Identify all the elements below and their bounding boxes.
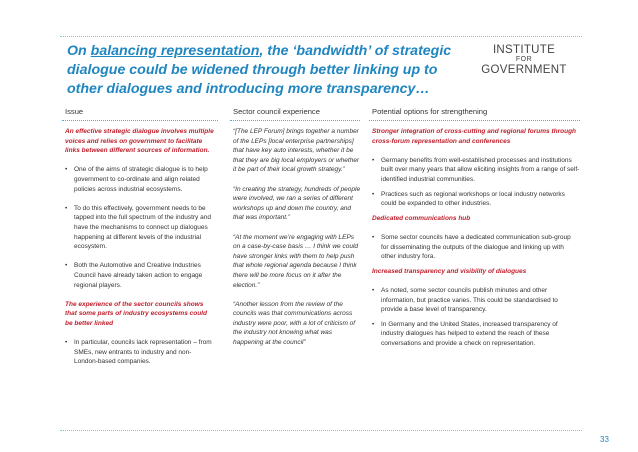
bottom-divider [60, 430, 582, 431]
page-title [67, 42, 462, 99]
quote-3: “At the moment we’re engaging with LEPs on a case-by-case basis … I think we could have stronger links with them to help push that whole regional agenda because I think there will be more focus on it after the election.” [233, 233, 359, 289]
list-item: • One of the aims of strategic dialogue is to help government to co-ordinate and align related policies across industrial ecosystems. [65, 166, 208, 193]
title-rest: , the ‘bandwidth’ of strategic dialogue could be widened through better linking up to other dialogues and introducing more transparency… [67, 43, 452, 97]
list-item: • To do this effectively, government needs to be tapped into the full spectrum of the industry and have the mechanisms to connect up dialogues happening at different levels of the industrial ecosystem. [65, 204, 211, 251]
logo-line-3: GOVERNMENT [481, 64, 567, 76]
issue-heading-2: The experience of the sector councils shows that some parts of industry ecosystems could be better linked [65, 300, 207, 327]
institute-logo [474, 44, 574, 76]
column-headers [0, 107, 638, 121]
top-divider [60, 36, 582, 38]
list-item: • In particular, councils lack representation – from SMEs, new entrants to industry and non-London-based companies. [65, 339, 212, 366]
list-item: • As noted, some sector councils publish minutes and other information, but practice varies. This could be standardised to provide a base level of transparency. [372, 286, 558, 314]
list-item: • Some sector councils have a dedicated communication sub-group for disseminating the outputs of the dialogue and linking up with other industry fora. [372, 233, 571, 261]
logo-line-2: FOR [515, 56, 533, 63]
issue-column [65, 127, 215, 367]
page-number: 33 [600, 435, 609, 444]
quote-1: “[The LEP Forum] brings together a number of the LEPs [local enterprise partnerships] that have key auto interests, whether it be that they are big local employers or whether it be part of their local growth strategy.” [233, 128, 360, 174]
options-column [372, 127, 580, 348]
list-item: • Practices such as regional workshops or local industry networks could be expanded to other industries. [372, 190, 565, 208]
quote-2: “In creating the strategy, hundreds of people were involved, we ran a series of different workshops up and down the country, and that was important.” [233, 185, 361, 222]
options-heading-2: Dedicated communications hub [372, 214, 471, 222]
logo-line-1: INSTITUTE [492, 44, 556, 56]
options-heading-3: Increased transparency and visibility of dialogues [372, 267, 527, 275]
sector-column [233, 127, 363, 348]
title-prefix: On [67, 43, 91, 59]
header-sector: Sector council experience [233, 107, 320, 116]
list-item: • Both the Automotive and Creative Industries Council have already taken action to engage regional players. [65, 262, 203, 289]
quote-4: “Another lesson from the review of the councils was that communications across industry were poor, with a lot of criticism of the industry not knowing what was happening at the council” [233, 300, 356, 347]
issue-heading-1: An effective strategic dialogue involves multiple voices and relies on government to facilitate links between different sources of information. [65, 128, 214, 155]
options-heading-1: Stronger integration of cross-cutting and regional forums through cross-forum representation and conferences [372, 128, 577, 145]
header-issue: Issue [65, 107, 84, 116]
list-item: • Germany benefits from well-established processes and institutions built over many years that allow eliciting insights from a range of self-identified industrial communities. [372, 156, 580, 183]
title-underlined: balancing representation [90, 43, 260, 59]
header-options: Potential options for strengthening [372, 107, 488, 116]
header-rule-issue [62, 120, 218, 121]
list-item: • In Germany and the United States, increased transparency of industry dialogues has helped to extend the reach of these conversations and provide a check on representation. [372, 320, 558, 347]
header-rule-sector [230, 120, 360, 121]
header-rule-options [369, 120, 580, 121]
